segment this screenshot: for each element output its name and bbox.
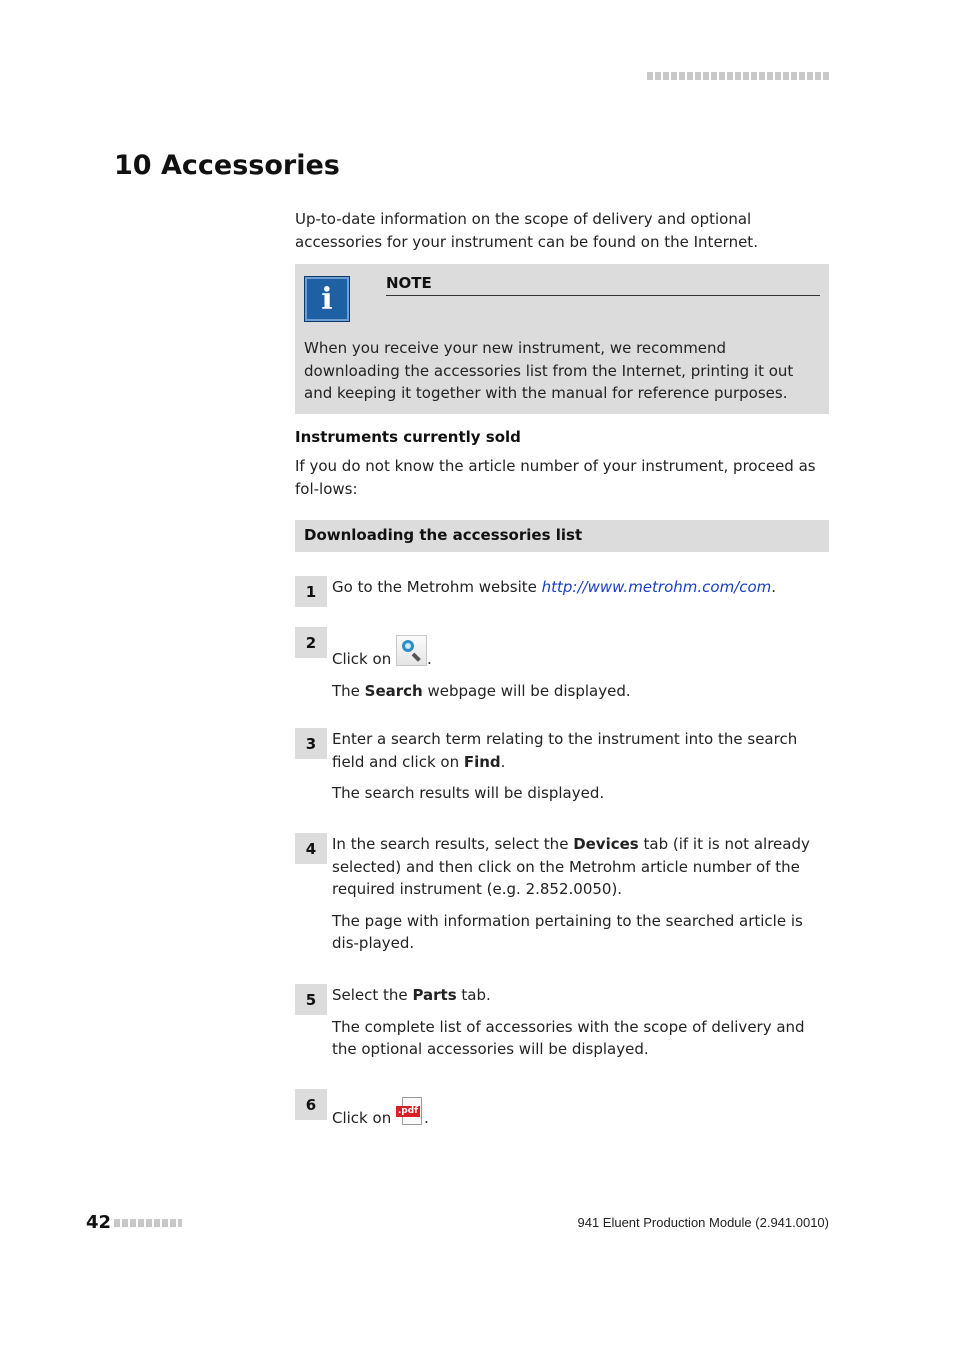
note-title: NOTE bbox=[386, 274, 820, 296]
step-result: The page with information pertaining to the searched article is dis-played. bbox=[332, 911, 803, 952]
pdf-icon-label: .pdf bbox=[397, 1106, 419, 1116]
pdf-icon bbox=[396, 1097, 424, 1127]
step-text: The bbox=[332, 681, 365, 700]
intro-paragraph: Up-to-date information on the scope of delivery and optional accessories for your instrument can be found on the Internet. bbox=[295, 210, 758, 251]
step-instruction bbox=[332, 1097, 829, 1130]
step-text: . bbox=[423, 1109, 429, 1127]
step-bold: Devices bbox=[573, 835, 639, 853]
footer-product-name: 941 Eluent Production Module (2.941.0010) bbox=[577, 1215, 829, 1230]
section-text: If you do not know the article number of your instrument, proceed as fol-lows: bbox=[295, 457, 816, 498]
step-instruction bbox=[332, 728, 829, 773]
header-decoration bbox=[647, 72, 829, 80]
search-icon bbox=[396, 635, 427, 666]
step-number: 6 bbox=[295, 1089, 327, 1120]
step-number: 4 bbox=[295, 833, 327, 864]
step-text: webpage will be displayed. bbox=[422, 681, 631, 700]
note-box bbox=[295, 264, 829, 414]
step-body bbox=[332, 728, 829, 805]
step-instruction bbox=[332, 984, 829, 1007]
step-text: Select the bbox=[332, 986, 413, 1004]
step-body bbox=[332, 1097, 829, 1130]
step-body bbox=[332, 576, 829, 599]
step-text: Go to the Metrohm website bbox=[332, 578, 542, 596]
step-number: 1 bbox=[295, 576, 327, 607]
step-body bbox=[332, 833, 829, 955]
step-instruction bbox=[332, 635, 829, 671]
footer-decoration bbox=[114, 1219, 182, 1227]
step-text: Click on bbox=[332, 650, 396, 668]
step-text: Enter a search term relating to the instrument into the search field and click on bbox=[332, 730, 798, 771]
step-bold: Parts bbox=[412, 986, 457, 1004]
page-number: 42 bbox=[86, 1212, 112, 1233]
step-number: 5 bbox=[295, 984, 327, 1015]
step-number: 3 bbox=[295, 728, 327, 759]
step-instruction bbox=[332, 576, 829, 599]
step-text: In the search results, select the bbox=[332, 835, 574, 853]
step-text: tab (if it is not already selected) and then click on the Metrohm article number of the required instrument (e.g. 2.852.0050). bbox=[332, 835, 810, 898]
metrohm-website-link[interactable]: http://www.metrohm.com/com bbox=[541, 578, 772, 596]
step-text: tab. bbox=[456, 986, 491, 1004]
step-body bbox=[332, 635, 829, 702]
step-bold: Find bbox=[463, 752, 501, 771]
step-text: . bbox=[426, 650, 432, 668]
step-text: . bbox=[500, 752, 506, 771]
section-heading: Instruments currently sold bbox=[295, 428, 521, 446]
step-body bbox=[332, 984, 829, 1061]
step-number: 2 bbox=[295, 627, 327, 658]
procedure-title: Downloading the accessories list bbox=[295, 520, 829, 552]
step-result bbox=[332, 680, 829, 703]
step-text: . bbox=[771, 578, 777, 596]
step-text: Click on bbox=[332, 1109, 396, 1127]
step-result: The complete list of accessories with the scope of delivery and the optional accessories will be displayed. bbox=[332, 1017, 805, 1058]
info-icon: i bbox=[304, 276, 350, 322]
note-text: When you receive your new instrument, we recommend downloading the accessories list from the Internet, printing it out and keeping it together with the manual for reference purposes. bbox=[304, 339, 794, 402]
step-bold: Search bbox=[364, 681, 423, 700]
step-result: The search results will be displayed. bbox=[332, 784, 605, 802]
chapter-title: 10 Accessories bbox=[114, 150, 340, 181]
step-instruction bbox=[332, 833, 829, 901]
